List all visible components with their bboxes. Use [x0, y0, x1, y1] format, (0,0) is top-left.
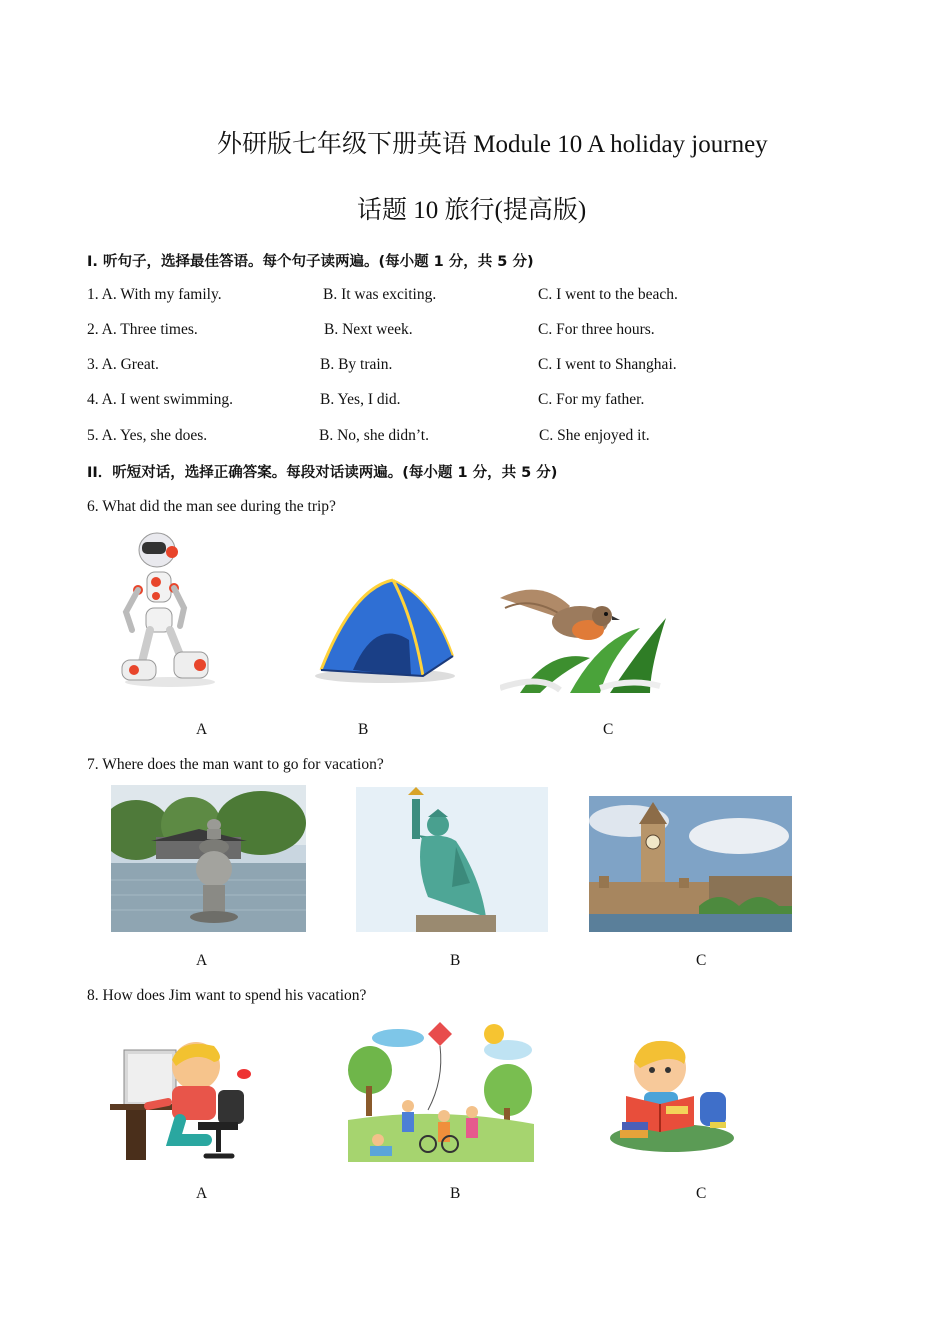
q7-label-c: C — [696, 952, 707, 969]
boy-reading-picture — [610, 1038, 734, 1152]
q5-option-c: C. She enjoyed it. — [539, 427, 650, 444]
q2-option-a: 2. A. Three times. — [87, 321, 198, 338]
q6-label-c: C — [603, 721, 614, 738]
bird-picture — [500, 578, 668, 693]
q8-label-b: B — [450, 1185, 461, 1202]
q3-option-c: C. I went to Shanghai. — [538, 356, 677, 373]
q8-label-c: C — [696, 1185, 707, 1202]
q2-option-b: B. Next week. — [324, 321, 413, 338]
park-outing-picture — [348, 1020, 534, 1162]
q6-label-a: A — [196, 721, 208, 738]
page-subtitle: 话题 10 旅行(提高版) — [357, 197, 587, 224]
q7-question: 7. Where does the man want to go for vacation? — [87, 756, 384, 773]
q4-option-b: B. Yes, I did. — [320, 391, 401, 408]
q5-option-a: 5. A. Yes, she does. — [87, 427, 208, 444]
q7-label-b: B — [450, 952, 461, 969]
q3-option-a: 3. A. Great. — [87, 356, 159, 373]
q4-option-c: C. For my father. — [538, 391, 645, 408]
section-2-heading: II．听短对话，选择正确答案。每段对话读两遍。(每小题 1 分，共 5 分) — [87, 465, 558, 481]
q5-option-b: B. No, she didn’t. — [319, 427, 429, 444]
statue-of-liberty-picture — [356, 787, 548, 932]
q2-option-c: C. For three hours. — [538, 321, 655, 338]
page-title: 外研版七年级下册英语 Module 10 A holiday journey — [217, 131, 768, 158]
q6-question: 6. What did the man see during the trip? — [87, 498, 336, 515]
q1-option-c: C. I went to the beach. — [538, 286, 678, 303]
q3-option-b: B. By train. — [320, 356, 393, 373]
q8-label-a: A — [196, 1185, 208, 1202]
section-1-heading: I. 听句子，选择最佳答语。每个句子读两遍。(每小题 1 分，共 5 分) — [87, 254, 534, 270]
big-ben-picture — [589, 796, 792, 932]
q1-option-a: 1. A. With my family. — [87, 286, 222, 303]
robot-picture — [112, 530, 222, 688]
boy-at-computer-picture — [110, 1040, 260, 1162]
q4-option-a: 4. A. I went swimming. — [87, 391, 233, 408]
west-lake-picture — [111, 785, 306, 932]
q6-label-b: B — [358, 721, 369, 738]
tent-picture — [313, 578, 456, 683]
q8-question: 8. How does Jim want to spend his vacation? — [87, 987, 367, 1004]
q1-option-b: B. It was exciting. — [323, 286, 437, 303]
q7-label-a: A — [196, 952, 208, 969]
